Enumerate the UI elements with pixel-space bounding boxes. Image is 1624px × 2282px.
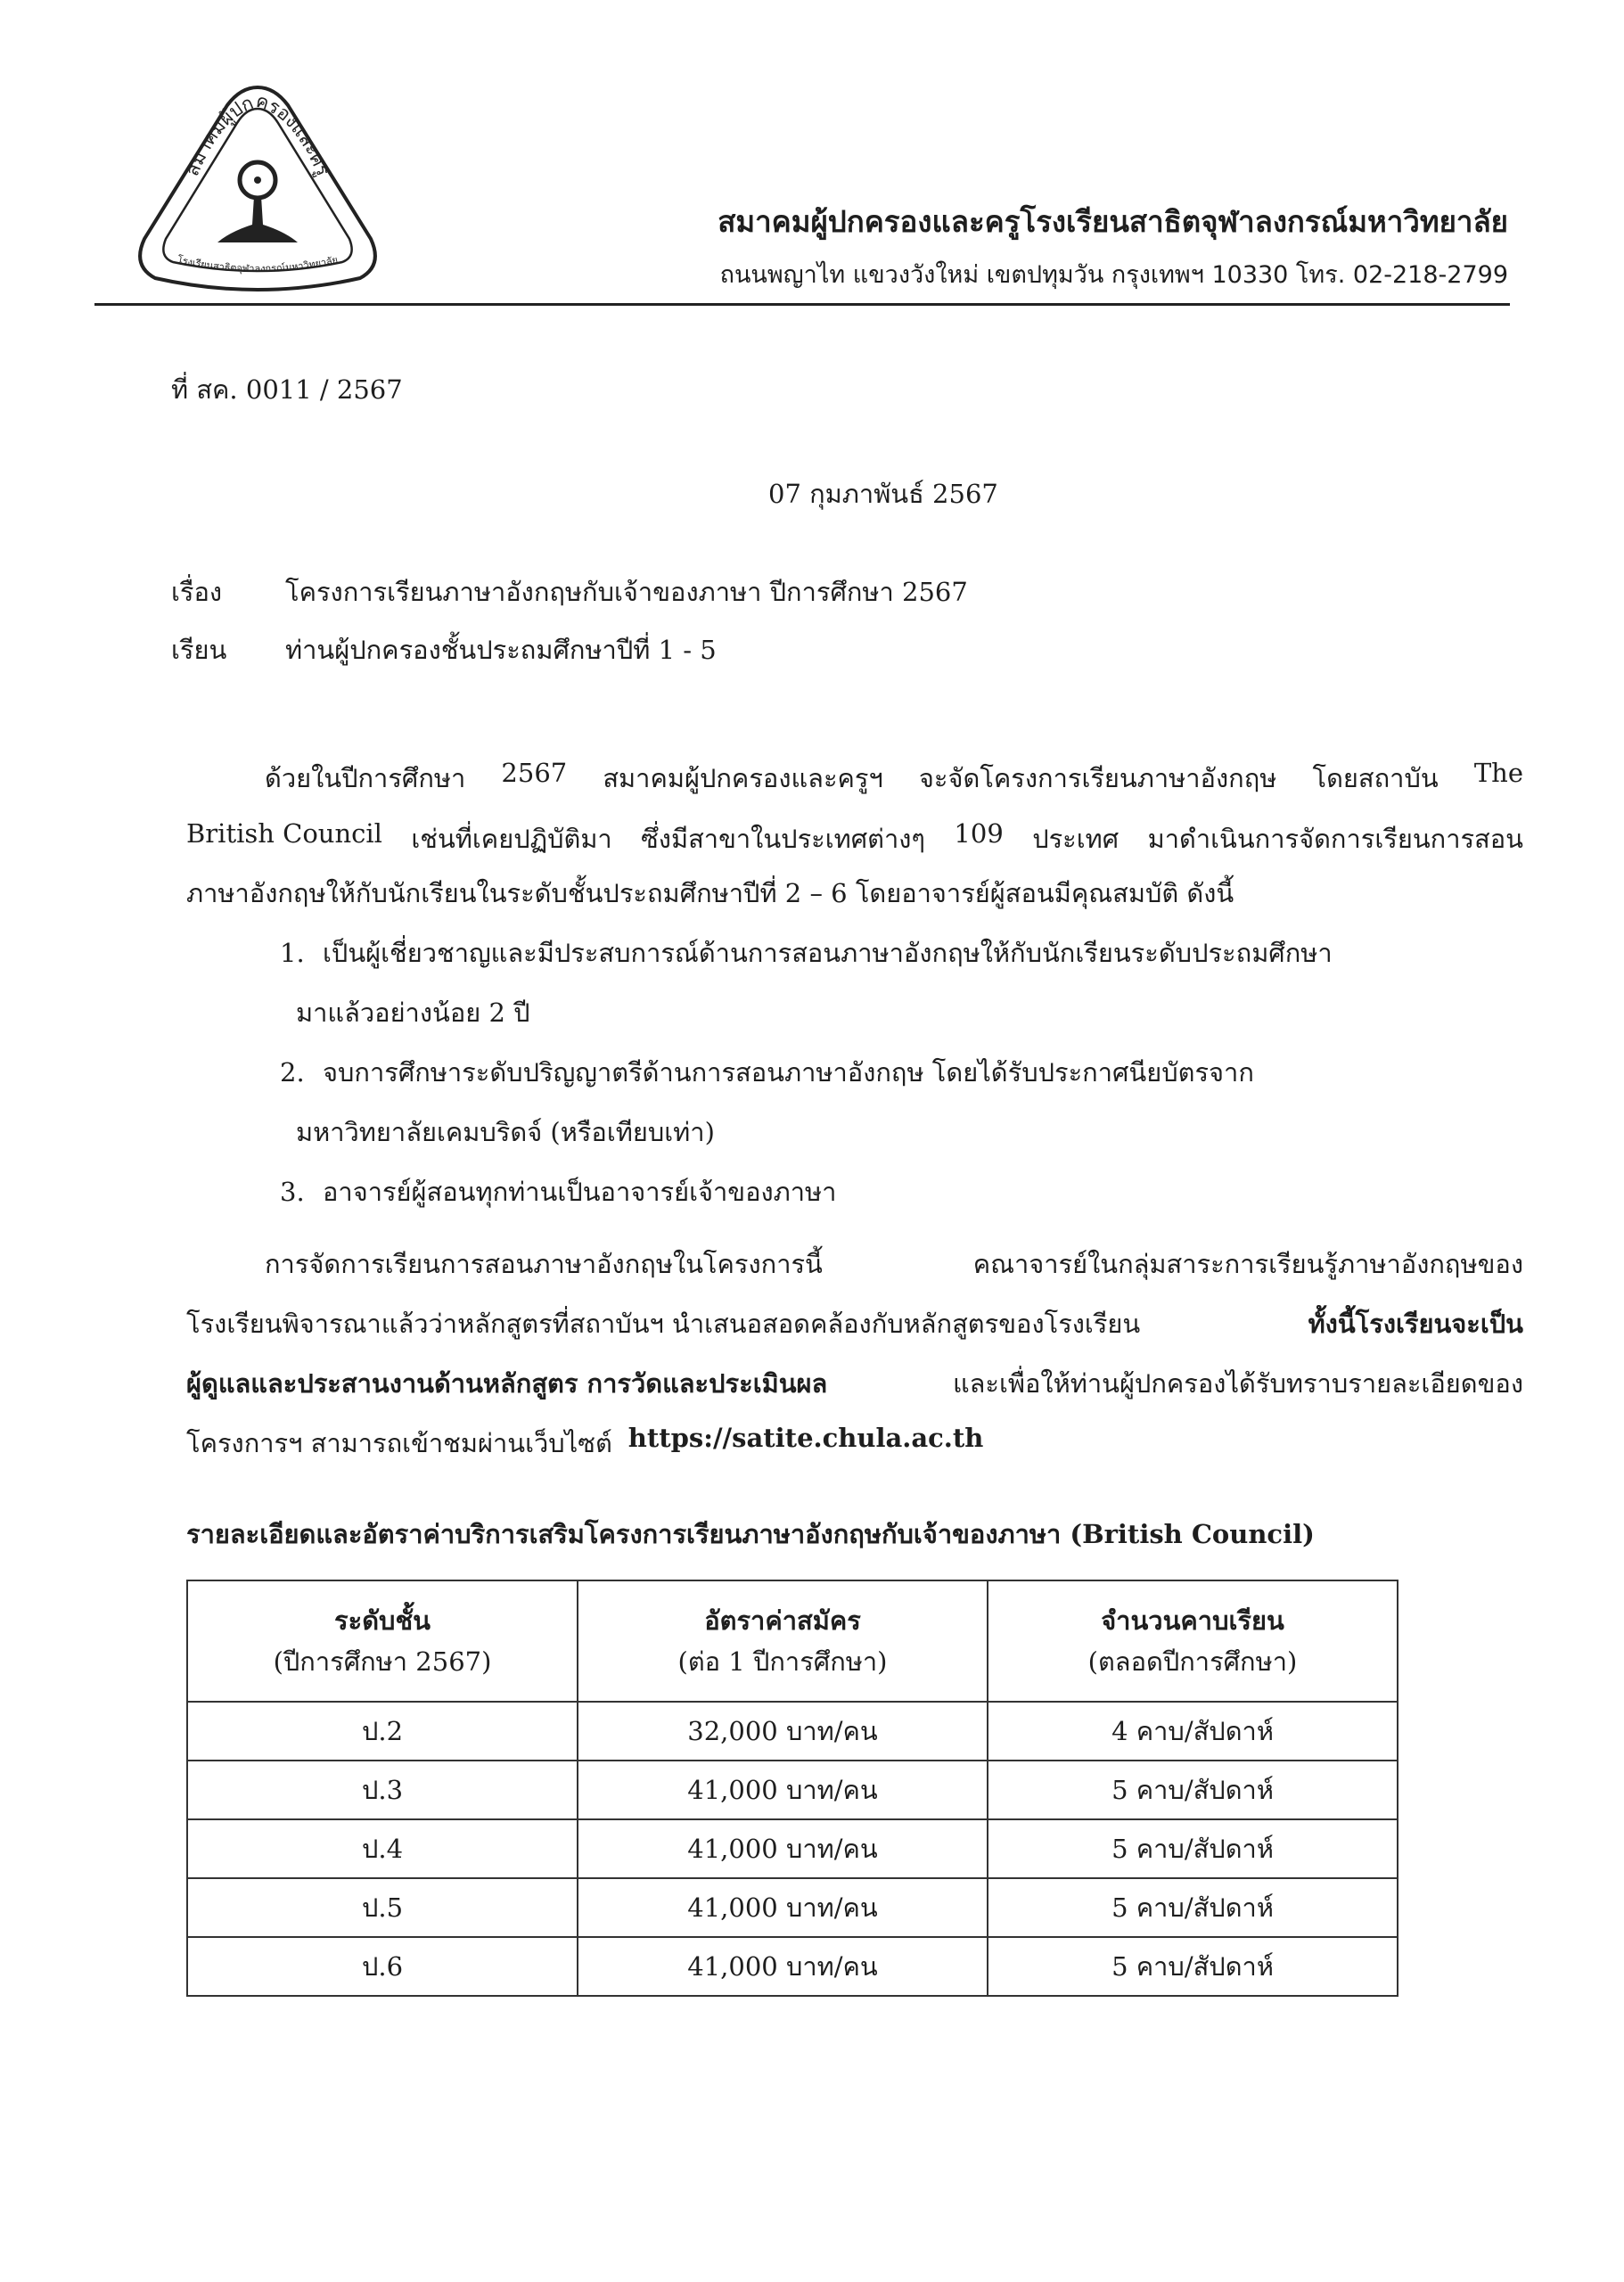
recipient-label: เรียน — [171, 635, 227, 665]
intro-word: British Council — [186, 818, 382, 849]
org-address: ถนนพญาไท แขวงวังใหม่ เขตปทุมวัน กรุงเทพฯ 10330 โทร. 02-218-2799 — [719, 261, 1508, 289]
subject-label: เรื่อง — [171, 577, 223, 607]
reference-number: ที่ สค. 0011 / 2567 — [171, 374, 403, 405]
table-row — [187, 1819, 1398, 1878]
fee-cell: 41,000 บาท/คน — [578, 1819, 988, 1878]
grade-cell: ป.5 — [187, 1878, 578, 1937]
intro-word: เช่นที่เคยปฏิบัติมา — [411, 824, 612, 854]
periods-cell: 5 คาบ/สัปดาห์ — [988, 1819, 1398, 1878]
table-row — [187, 1937, 1398, 1996]
svg-text:สมาคมผู้ปกครองและครู — [181, 90, 333, 179]
intro-word: สมาคมผู้ปกครองและครูฯ — [603, 763, 883, 793]
fee-cell: 41,000 บาท/คน — [578, 1761, 988, 1819]
org-name: สมาคมผู้ปกครองและครูโรงเรียนสาธิตจุฬาลงกรณ์มหาวิทยาลัย — [718, 204, 1508, 239]
header-periods — [988, 1580, 1398, 1702]
para2-line-1 — [265, 1244, 1523, 1285]
grade-cell: ป.4 — [187, 1819, 578, 1878]
periods-cell: 4 คาบ/สัปดาห์ — [988, 1702, 1398, 1761]
header-fee — [578, 1580, 988, 1702]
table-row — [187, 1761, 1398, 1819]
header-title: ระดับชั้น — [334, 1605, 431, 1636]
intro-word: 2567 — [501, 758, 568, 788]
para2-text: โรงเรียนพิจารณาแล้วว่าหลักสูตรที่สถาบันฯ นำเสนอสอดคล้องกับหลักสูตรของโรงเรียน — [186, 1309, 1141, 1339]
association-logo — [132, 82, 383, 301]
grade-cell: ป.2 — [187, 1702, 578, 1761]
qual-3-number: 3. — [280, 1177, 305, 1207]
fee-table — [186, 1580, 1398, 1997]
intro-line-1 — [265, 758, 1523, 799]
qual-2-line-1: จบการศึกษาระดับปริญญาตรีด้านการสอนภาษาอังกฤษ โดยได้รับประกาศนียบัตรจาก — [323, 1057, 1254, 1088]
svg-text:โรงเรียนสาธิตจุฬาลงกรณ์มหาวิทย — [176, 253, 339, 275]
qual-2-number: 2. — [280, 1057, 305, 1088]
intro-line-2 — [186, 818, 1523, 859]
intro-word: 109 — [954, 818, 1004, 849]
table-row — [187, 1878, 1398, 1937]
grade-cell: ป.6 — [187, 1937, 578, 1996]
para2-text: การจัดการเรียนการสอนภาษาอังกฤษในโครงการนี้ — [265, 1249, 823, 1279]
intro-word: โดยสถาบัน — [1312, 763, 1439, 793]
para2-line-2 — [186, 1303, 1523, 1344]
para2-text: คณาจารย์ในกลุ่มสาระการเรียนรู้ภาษาอังกฤษของ — [972, 1249, 1523, 1279]
header-title: อัตราค่าสมัคร — [704, 1605, 861, 1636]
intro-word: ประเทศ — [1032, 824, 1120, 854]
qual-3-line-1: อาจารย์ผู้สอนทุกท่านเป็นอาจารย์เจ้าของภาษา — [323, 1177, 837, 1207]
header-subtitle: (ต่อ 1 ปีการศึกษา) — [677, 1646, 888, 1677]
intro-word: จะจัดโครงการเรียนภาษาอังกฤษ — [918, 763, 1277, 793]
qual-1-line-2: มาแล้วอย่างน้อย 2 ปี — [296, 997, 530, 1028]
grade-cell: ป.3 — [187, 1761, 578, 1819]
header-subtitle: (ตลอดปีการศึกษา) — [1087, 1646, 1298, 1677]
logo-text-bottom: โรงเรียนสาธิตจุฬาลงกรณ์มหาวิทยาลัย — [176, 253, 340, 275]
periods-cell: 5 คาบ/สัปดาห์ — [988, 1761, 1398, 1819]
table-row — [187, 1702, 1398, 1761]
periods-cell: 5 คาบ/สัปดาห์ — [988, 1937, 1398, 1996]
header-title: จำนวนคาบเรียน — [1101, 1605, 1284, 1636]
logo-text-top: สมาคมผู้ปกครองและครู — [181, 89, 334, 179]
subject-text: โครงการเรียนภาษาอังกฤษกับเจ้าของภาษา ปีการศึกษา 2567 — [285, 577, 968, 607]
para2-bold-text: ผู้ดูแลและประสานงานด้านหลักสูตร การวัดและประเมินผล — [186, 1368, 828, 1399]
website-link[interactable]: https://satite.chula.ac.th — [627, 1423, 984, 1453]
table-title: รายละเอียดและอัตราค่าบริการเสริมโครงการเรียนภาษาอังกฤษกับเจ้าของภาษา (British Council) — [186, 1519, 1315, 1549]
para2-line-4 — [186, 1423, 1523, 1464]
fee-cell: 32,000 บาท/คน — [578, 1702, 988, 1761]
qual-1-number: 1. — [280, 938, 305, 968]
fee-cell: 41,000 บาท/คน — [578, 1878, 988, 1937]
intro-word: The — [1473, 758, 1523, 788]
intro-word: ด้วยในปีการศึกษา — [265, 763, 466, 793]
fee-cell: 41,000 บาท/คน — [578, 1937, 988, 1996]
intro-word: มาดำเนินการจัดการเรียนการสอน — [1147, 824, 1523, 854]
intro-word: ซึ่งมีสาขาในประเทศต่างๆ — [641, 824, 926, 854]
para2-text: และเพื่อให้ท่านผู้ปกครองได้รับทราบรายละเอียดของ — [952, 1368, 1523, 1399]
periods-cell: 5 คาบ/สัปดาห์ — [988, 1878, 1398, 1937]
para2-bold-text: ทั้งนี้โรงเรียนจะเป็น — [1308, 1309, 1523, 1339]
intro-line-3: ภาษาอังกฤษให้กับนักเรียนในระดับชั้นประถมศึกษาปีที่ 2 – 6 โดยอาจารย์ผู้สอนมีคุณสมบัติ ดังนี้ — [186, 878, 1234, 908]
qual-2-line-2: มหาวิทยาลัยเคมบริดจ์ (หรือเทียบเท่า) — [296, 1117, 715, 1147]
letter-date: 07 กุมภาพันธ์ 2567 — [768, 479, 998, 509]
para2-text: โครงการฯ สามารถเข้าชมผ่านเว็บไซต์ — [186, 1428, 612, 1458]
header-grade — [187, 1580, 578, 1702]
recipient-text: ท่านผู้ปกครองชั้นประถมศึกษาปีที่ 1 - 5 — [285, 635, 717, 665]
qual-1-line-1: เป็นผู้เชี่ยวชาญและมีประสบการณ์ด้านการสอนภาษาอังกฤษให้กับนักเรียนระดับประถมศึกษา — [323, 938, 1333, 968]
header-rule — [94, 303, 1510, 306]
para2-line-3 — [186, 1363, 1523, 1404]
table-header-row — [187, 1580, 1398, 1702]
header-subtitle: (ปีการศึกษา 2567) — [273, 1646, 492, 1677]
